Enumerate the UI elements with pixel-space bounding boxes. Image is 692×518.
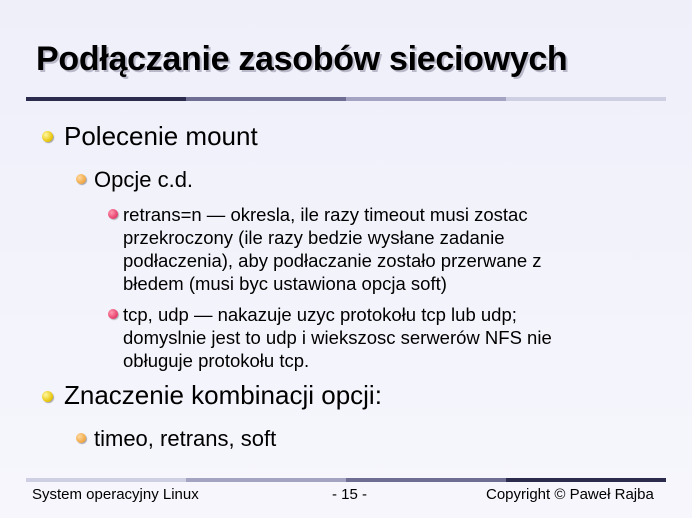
bullet-l2-text: Opcje c.d. (94, 167, 194, 192)
bullet-l2-icon (76, 174, 86, 184)
slide-title: Podłączanie zasobów sieciowych (36, 40, 568, 78)
footer-page-number: - 15 - (332, 486, 368, 503)
bullet-l1-icon (42, 131, 53, 142)
bullet-l1-text: Polecenie mount (64, 121, 258, 151)
bullet-l3-icon (108, 209, 118, 219)
text-line: tcp, udp — nakazuje uzyc protokołu tcp lub udp; (123, 304, 517, 325)
bullet-l3-text (123, 303, 552, 372)
text-line: błedem (musi byc ustawiona opcja soft) (123, 273, 447, 294)
bullet-l2-text: timeo, retrans, soft (94, 426, 277, 451)
footer-copyright: Copyright © Paweł Rajba (486, 486, 654, 503)
text-line: podłaczenia), aby podłaczanie zostało przerwane z (123, 250, 542, 271)
bullet-l3-icon (108, 309, 118, 319)
footer-course: System operacyjny Linux (32, 486, 199, 503)
footer-rule (26, 478, 666, 482)
bullet-l1-icon (42, 391, 53, 402)
bullet-l3-text (123, 203, 542, 295)
bullet-l1-text: Znaczenie kombinacji opcji: (64, 380, 382, 410)
title-rule (26, 97, 666, 101)
text-line: przekroczony (ile razy bedzie wysłane zadanie (123, 227, 505, 248)
text-line: domyslnie jest to udp i wiekszosc serwerów NFS nie (123, 327, 552, 348)
text-line: retrans=n — okresla, ile razy timeout musi zostac (123, 204, 528, 225)
text-line: obługuje protokołu tcp. (123, 350, 310, 371)
bullet-l2-icon (76, 433, 86, 443)
